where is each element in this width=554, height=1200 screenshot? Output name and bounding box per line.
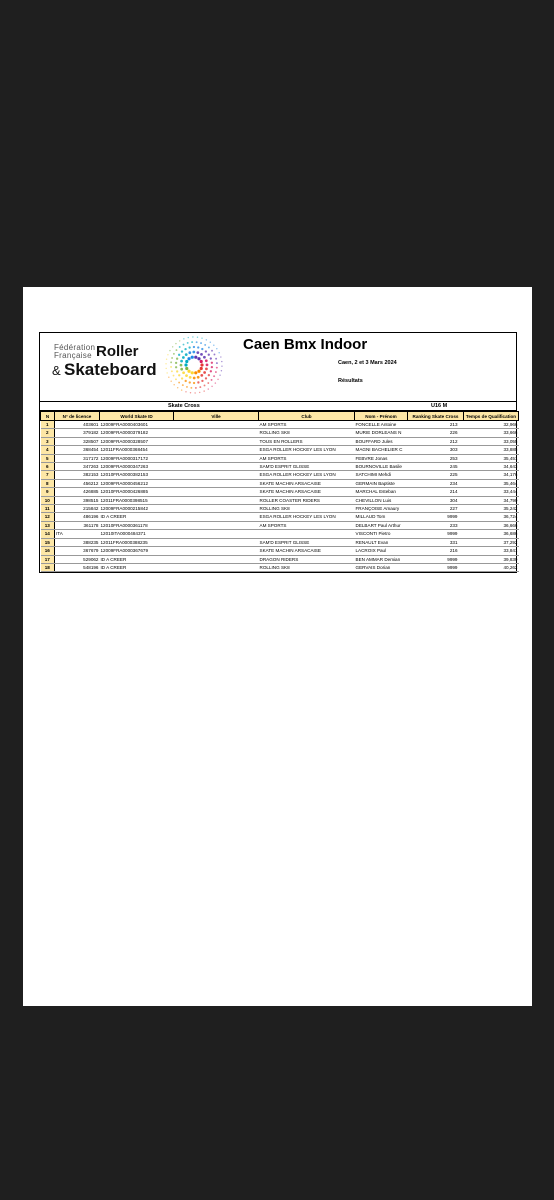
cell-time: 35,242 [464, 505, 519, 513]
cell-wsid: 12010FRA0000382153 [100, 471, 174, 479]
cell-n: 13 [41, 521, 55, 529]
cell-rank: 253 [408, 454, 464, 462]
cell-time: 35,451 [464, 454, 519, 462]
cell-n: 4 [41, 446, 55, 454]
cell-lic: 347263 [55, 463, 100, 471]
cell-time: 40,262 [464, 563, 519, 571]
event-title: Caen Bmx Indoor [243, 336, 368, 353]
cell-name: MARCHAL Esteban [355, 488, 408, 496]
cell-lic: 379182 [55, 429, 100, 437]
results-table [40, 411, 519, 572]
cell-club: SAM'D ESPRIT GLISSE [259, 538, 355, 546]
table-row [41, 471, 519, 479]
cell-n: 2 [41, 429, 55, 437]
cell-time: 36,724 [464, 513, 519, 521]
column-header: Ranking Skate Cross [408, 412, 464, 421]
cell-rank: 233 [408, 521, 464, 529]
table-row [41, 530, 519, 538]
cell-name: FONCELLE Antoine [355, 421, 408, 429]
cell-rank: 216 [408, 547, 464, 555]
cell-name: GERMAIN Baptiste [355, 479, 408, 487]
cell-time: 36,666 [464, 521, 519, 529]
cell-n: 18 [41, 563, 55, 571]
table-row [41, 547, 519, 555]
cell-wsid: 12009FRA0000456212 [100, 479, 174, 487]
category-label: U16 M [431, 402, 448, 409]
event-date: Caen, 2 et 3 Mars 2024 [338, 360, 397, 366]
column-header: Temps de Qualification [464, 412, 519, 421]
cell-name: MAGNI BACHELIER C [355, 446, 408, 454]
cell-ville [174, 429, 259, 437]
cell-club: SAM'D ESPRIT GLISSE [259, 463, 355, 471]
table-row [41, 496, 519, 504]
cell-ville [174, 471, 259, 479]
cell-ville [174, 463, 259, 471]
cell-name: LACROIX Paul [355, 547, 408, 555]
cell-n: 17 [41, 555, 55, 563]
cell-n: 10 [41, 496, 55, 504]
table-header-row [41, 412, 519, 421]
table-row [41, 421, 519, 429]
cell-name: MILLAUD Tom [355, 513, 408, 521]
cell-rank: 214 [408, 488, 464, 496]
cell-lic: 368454 [55, 446, 100, 454]
cell-rank: 9999 [408, 563, 464, 571]
cell-ville [174, 555, 259, 563]
logo-line-2: Française [54, 351, 92, 360]
cell-ville [174, 513, 259, 521]
table-row [41, 463, 519, 471]
cell-rank: 212 [408, 437, 464, 445]
results-sheet [39, 332, 517, 573]
cell-time: 33,841 [464, 547, 519, 555]
cell-name: BEN AMMAR Demian [355, 555, 408, 563]
category-band [40, 402, 516, 411]
cell-ville [174, 446, 259, 454]
cell-wsid: 12009FRA0000215842 [100, 505, 174, 513]
cell-club: DRAGON RIDERS [259, 555, 355, 563]
column-header: Ville [174, 412, 259, 421]
table-row [41, 479, 519, 487]
results-label: Résultats [338, 378, 363, 384]
cell-ville [174, 454, 259, 462]
cell-club: ROLLING SK8 [259, 563, 355, 571]
cell-club: ROLLING SK8 [259, 429, 355, 437]
cell-club: AM SPORTS [259, 421, 355, 429]
cell-wsid: 12009FRA0000317172 [100, 454, 174, 462]
cell-n: 11 [41, 505, 55, 513]
cell-ville [174, 563, 259, 571]
cell-name: BOURNOVILLE Basile [355, 463, 408, 471]
federation-logo [52, 343, 162, 383]
logo-ampersand: & [52, 363, 61, 378]
cell-rank: 9999 [408, 513, 464, 521]
cell-time: 35,464 [464, 479, 519, 487]
cell-lic: 403601 [55, 421, 100, 429]
cell-wsid: 12009FRA0000347263 [100, 463, 174, 471]
cell-time: 33,444 [464, 488, 519, 496]
discipline-label: Skate Cross [168, 402, 200, 409]
cell-wsid: 12011FRA0000368454 [100, 446, 174, 454]
table-row [41, 513, 519, 521]
cell-time: 33,055 [464, 437, 519, 445]
column-header: Club [259, 412, 355, 421]
cell-n: 12 [41, 513, 55, 521]
cell-club: AM SPORTS [259, 454, 355, 462]
cell-name: RENAULT Evan [355, 538, 408, 546]
cell-ville [174, 437, 259, 445]
cell-rank: 9999 [408, 555, 464, 563]
column-header: Nom - Prénom [355, 412, 408, 421]
document-page [23, 287, 532, 1006]
table-row [41, 488, 519, 496]
table-row [41, 538, 519, 546]
cell-ville [174, 547, 259, 555]
cell-rank: 331 [408, 538, 464, 546]
cell-lic: 328507 [55, 437, 100, 445]
cell-time: 37,292 [464, 538, 519, 546]
table-body [41, 421, 519, 572]
cell-lic: 388235 [55, 538, 100, 546]
logo-line-1: Fédération [54, 343, 96, 352]
column-header: N [41, 412, 55, 421]
cell-ville [174, 505, 259, 513]
cell-n: 9 [41, 488, 55, 496]
cell-rank: 9999 [408, 530, 464, 538]
cell-wsid: 12010FRA0000361178 [100, 521, 174, 529]
cell-rank: 234 [408, 479, 464, 487]
cell-rank: 213 [408, 421, 464, 429]
cell-lic: 548196 [55, 563, 100, 571]
cell-name: SATCHIMI Mehdi [355, 471, 408, 479]
cell-time: 34,643 [464, 463, 519, 471]
cell-name: BOUFFARD Jules [355, 437, 408, 445]
cell-lic: 398515 [55, 496, 100, 504]
cell-lic: 486196 [55, 513, 100, 521]
cell-rank: 304 [408, 496, 464, 504]
cell-lic: 529062 [55, 555, 100, 563]
table-row [41, 437, 519, 445]
cell-wsid: 12009FRA0000328507 [100, 437, 174, 445]
cell-wsid: ID A CREER [100, 555, 174, 563]
cell-wsid: 12009FRA0000403601 [100, 421, 174, 429]
cell-club: SKATE MACHIN ARSACAISE [259, 547, 355, 555]
table-row [41, 446, 519, 454]
cell-rank: 226 [408, 429, 464, 437]
cell-ville [174, 421, 259, 429]
table-row [41, 505, 519, 513]
cell-time: 33,666 [464, 429, 519, 437]
cell-name: VISCONTI Pietro [355, 530, 408, 538]
column-header: N° de licence [55, 412, 100, 421]
cell-ville [174, 496, 259, 504]
cell-time: 34,799 [464, 496, 519, 504]
cell-time: 39,839 [464, 555, 519, 563]
cell-wsid: 12011FRA0000398515 [100, 496, 174, 504]
cell-wsid: 12010FRA0000426885 [100, 488, 174, 496]
cell-rank: 245 [408, 463, 464, 471]
cell-name: MURIE DORLEANS N [355, 429, 408, 437]
cell-wsid: 12010ITA0000484371 [100, 530, 174, 538]
cell-ville [174, 521, 259, 529]
cell-time: 36,686 [464, 530, 519, 538]
cell-lic: 317172 [55, 454, 100, 462]
cell-n: 1 [41, 421, 55, 429]
cell-name: CHEVILLON Luis [355, 496, 408, 504]
cell-wsid: 12009FRA0000367679 [100, 547, 174, 555]
cell-lic: 361178 [55, 521, 100, 529]
table-row [41, 555, 519, 563]
cell-lic: ITA [55, 530, 100, 538]
cell-name: FEBVRE Jonas [355, 454, 408, 462]
table-row [41, 454, 519, 462]
cell-club: ESGA ROLLER HOCKEY LES LYON [259, 513, 355, 521]
cell-club: ESGA ROLLER HOCKEY LES LYON [259, 446, 355, 454]
cell-ville [174, 530, 259, 538]
cell-club: TOUS EN ROLLERS [259, 437, 355, 445]
cell-n: 5 [41, 454, 55, 462]
logo-burst-icon [162, 333, 226, 397]
logo-word-skateboard: Skateboard [64, 360, 157, 379]
cell-n: 8 [41, 479, 55, 487]
cell-lic: 382153 [55, 471, 100, 479]
cell-club: SKATE MACHIN ARSACAISE [259, 488, 355, 496]
cell-rank: 303 [408, 446, 464, 454]
table-row [41, 429, 519, 437]
cell-wsid: 12011FRA0000388235 [100, 538, 174, 546]
cell-name: FRANÇOISE Amaury [355, 505, 408, 513]
cell-club [259, 530, 355, 538]
cell-lic: 456212 [55, 479, 100, 487]
cell-time: 33,885 [464, 446, 519, 454]
cell-ville [174, 479, 259, 487]
cell-name: DELBART Paul Arthur [355, 521, 408, 529]
cell-rank: 227 [408, 505, 464, 513]
cell-lic: 426885 [55, 488, 100, 496]
cell-n: 14 [41, 530, 55, 538]
cell-wsid: 12009FRA0000379182 [100, 429, 174, 437]
cell-n: 16 [41, 547, 55, 555]
table-row [41, 563, 519, 571]
cell-ville [174, 488, 259, 496]
cell-lic: 215842 [55, 505, 100, 513]
cell-time: 32,966 [464, 421, 519, 429]
cell-club: ESGA ROLLER HOCKEY LES LYON [259, 471, 355, 479]
logo-word-roller: Roller [96, 343, 139, 360]
column-header: World Skate ID [100, 412, 174, 421]
cell-name: GERVAIS Dorian [355, 563, 408, 571]
cell-rank: 225 [408, 471, 464, 479]
cell-club: ROLLING SK8 [259, 505, 355, 513]
cell-ville [174, 538, 259, 546]
cell-club: ROLLER COASTER RIDERS [259, 496, 355, 504]
cell-time: 34,176 [464, 471, 519, 479]
cell-club: AM SPORTS [259, 521, 355, 529]
cell-wsid: ID A CREER [100, 513, 174, 521]
cell-n: 3 [41, 437, 55, 445]
cell-n: 6 [41, 463, 55, 471]
cell-n: 7 [41, 471, 55, 479]
cell-lic: 367679 [55, 547, 100, 555]
cell-club: SKATE MACHIN ARSACAISE [259, 479, 355, 487]
sheet-header [40, 333, 516, 402]
cell-wsid: ID A CREER [100, 563, 174, 571]
table-row [41, 521, 519, 529]
cell-n: 15 [41, 538, 55, 546]
